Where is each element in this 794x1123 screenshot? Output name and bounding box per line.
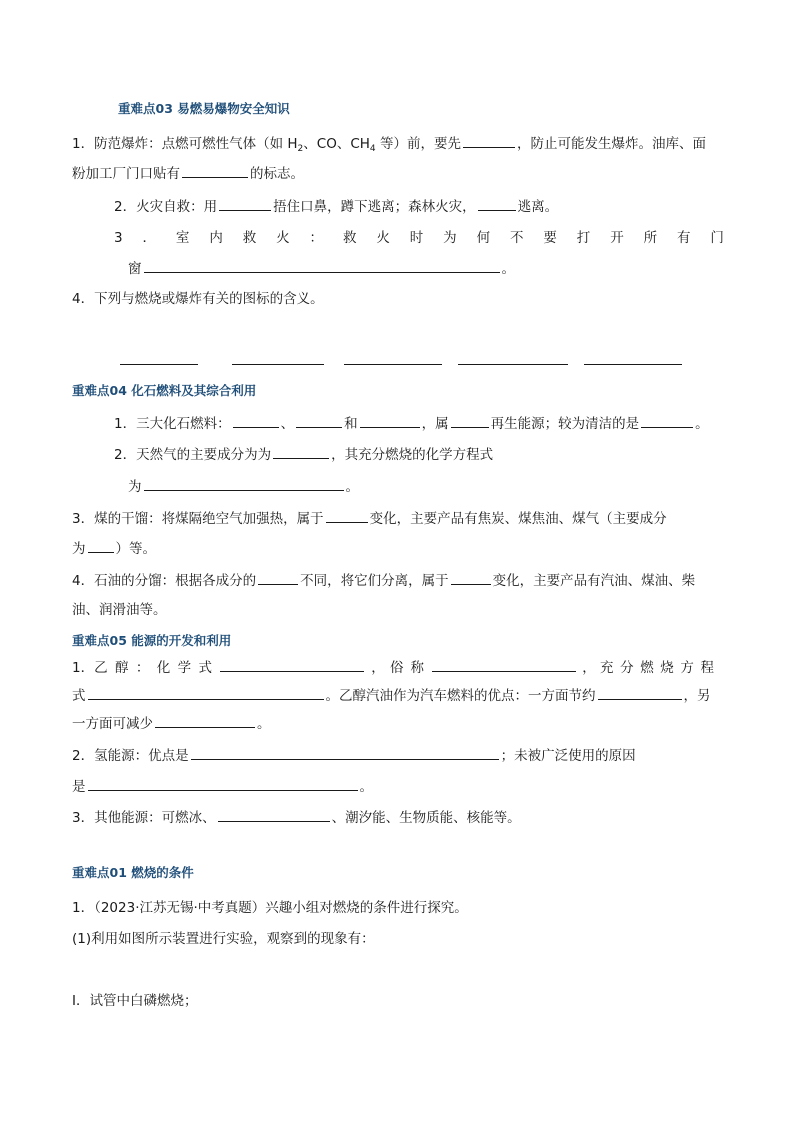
item-hydrogen-energy-cont: 是 。 [72,776,373,797]
observation-1: Ⅰ．试管中白磷燃烧； [72,993,198,1009]
text-char: 方 [680,660,694,676]
text-char: ： [135,660,150,676]
text-char: 化 [156,660,171,676]
item-icon-meanings: 4．下列与燃烧或爆炸有关的图标的含义。 [72,291,324,307]
item-ethanol: 1．乙 醇 ： 化 学 式 ， 俗 称 ， 充 分 燃 烧 方 程 [72,657,722,678]
item-hydrogen-energy: 2．氢能源：优点是 ；未被广泛使用的原因 [72,745,636,766]
blank-input[interactable] [360,413,420,428]
text-char: 充 [600,660,614,676]
blank-input[interactable] [88,538,114,553]
blank-input[interactable] [191,745,499,760]
text-char: 何 [476,230,491,246]
blank-input[interactable] [478,196,516,211]
icon-answer-blank-2[interactable] [232,364,324,365]
blank-input[interactable] [220,657,364,672]
text-char: 门 [710,230,724,246]
item-ethanol-cont-2: 一方面可减少 。 [72,713,271,734]
icon-answer-blank-1[interactable] [120,364,198,365]
blank-input[interactable] [296,413,342,428]
text-char: 时 [409,230,424,246]
text-char: 烧 [660,660,674,676]
text-char: 所 [643,230,658,246]
section-heading-01: 重难点01 燃烧的条件 [72,865,194,880]
text-char: 程 [700,660,714,676]
blank-input[interactable] [326,508,368,523]
blank-input[interactable] [463,133,515,148]
item-explosion-prevention: 1．防范爆炸：点燃可燃性气体（如 $H_2$、CO、$CH_4$ 等）前，要先 ，防止可能发生爆炸。油库、面 [72,133,706,154]
blank-input[interactable] [258,570,298,585]
text-char: 分 [620,660,634,676]
icon-answer-blank-3[interactable] [344,364,442,365]
text-char: 3 [114,230,123,246]
text-char: 醇 [114,660,129,676]
text-char: 要 [543,230,557,246]
item-natural-gas: 2．天然气的主要成分为为 ，其充分燃烧的化学方程式 [114,444,493,465]
section-heading-04: 重难点04 化石燃料及其综合利用 [72,383,257,398]
text-char: 开 [610,230,624,246]
blank-input[interactable] [182,163,248,178]
text-char: 燃 [640,660,654,676]
text-char: ： [309,230,324,246]
blank-input[interactable] [641,413,693,428]
text-char: 室 [175,230,190,246]
blank-input[interactable] [451,413,489,428]
text-char: 内 [209,230,223,246]
item-indoor-firefighting [114,228,724,248]
item-other-energy: 3．其他能源：可燃冰、 、潮汐能、生物质能、核能等。 [72,807,521,828]
question-part-1: (1)利用如图所示装置进行实验，观察到的现象有： [72,931,375,947]
blank-input[interactable] [88,776,358,791]
text-char: 1．乙 [72,660,108,676]
item-oil-fractionation-cont: 油、润滑油等。 [72,602,167,618]
item-coal-distillation: 3．煤的干馏：将煤隔绝空气加强热，属于 变化，主要产品有焦炭、煤焦油、煤气（主要成分 [72,508,667,529]
blank-input[interactable] [598,685,682,700]
text-char: 不 [509,230,524,246]
blank-input[interactable] [144,258,500,273]
text-char: 打 [576,230,591,246]
item-fossil-fuels: 1．三大化石燃料： 、 和 ，属 再生能源；较为清洁的是 。 [114,413,709,434]
section-heading-03: 重难点03 易燃易爆物安全知识 [118,101,290,116]
blank-input[interactable] [155,713,255,728]
text-char: 学 [177,660,192,676]
blank-input[interactable] [233,413,279,428]
item-ethanol-cont: 式 。乙醇汽油作为汽车燃料的优点：一方面节约 ，另 [72,685,711,706]
blank-input[interactable] [219,196,271,211]
item-indoor-firefighting-cont: 窗 。 [128,258,515,279]
section-heading-05: 重难点05 能源的开发和利用 [72,633,232,648]
item-coal-distillation-cont: 为 ）等。 [72,538,156,559]
blank-input[interactable] [432,657,576,672]
text-char: 火 [376,230,390,246]
icon-answer-blank-5[interactable] [584,364,682,365]
text-char: 俗 [390,660,404,676]
blank-input[interactable] [88,685,324,700]
text-char: 称 [410,660,424,676]
item-natural-gas-cont: 为 。 [128,476,359,497]
text-char: ． [142,230,156,246]
question-combustion-conditions: 1．（2023·江苏无锡·中考真题）兴趣小组对燃烧的条件进行探究。 [72,900,468,916]
blank-input[interactable] [218,807,330,822]
icon-answer-blank-4[interactable] [458,364,568,365]
text-char: 火 [276,230,290,246]
item-oil-fractionation: 4．石油的分馏：根据各成分的 不同，将它们分离，属于 变化，主要产品有汽油、煤油、柴 [72,570,695,591]
blank-input[interactable] [273,444,329,459]
text-char: 救 [342,230,357,246]
blank-input[interactable] [144,476,344,491]
text-char: 为 [443,230,457,246]
text-char: 救 [242,230,257,246]
text-char: 有 [677,230,691,246]
text-char: 式 [198,660,212,676]
blank-input[interactable] [451,570,491,585]
item-fire-escape: 2．火灾自救：用 捂住口鼻，蹲下逃离；森林火灾， 逃离。 [114,196,558,217]
item-explosion-prevention-cont: 粉加工厂门口贴有 的标志。 [72,163,304,184]
